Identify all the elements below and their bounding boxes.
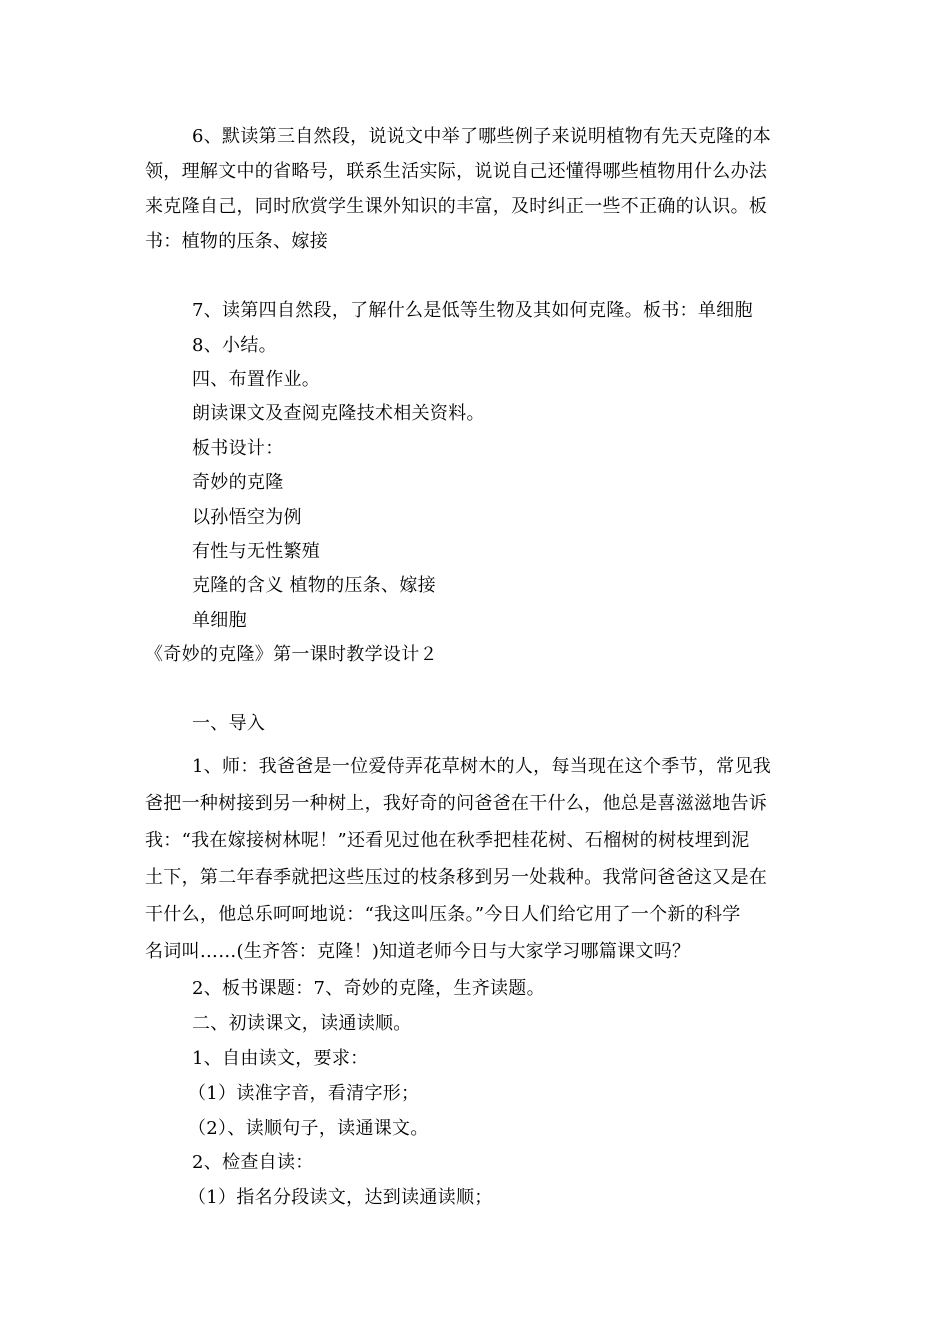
- requirement-2: （2）、读顺句子，读通课文。: [188, 1118, 429, 1139]
- para6-line1: 6、默读第三自然段，说说文中举了哪些例子来说明植物有先天克隆的本: [192, 126, 772, 147]
- step2-text: 2、板书课题：7、奇妙的克隆，生齐读题。: [192, 978, 545, 999]
- section-heading: 《奇妙的克隆》第一课时教学设计２: [145, 644, 438, 665]
- board-title: 奇妙的克隆: [192, 472, 284, 493]
- part2-heading: 二、初读课文，读通读顺。: [192, 1013, 412, 1034]
- board-item-3: 克隆的含义 植物的压条、嫁接: [192, 575, 436, 596]
- para8: 8、小结。: [192, 335, 277, 356]
- para6-line2: 领，理解文中的省略号，联系生活实际，说说自己还懂得哪些植物用什么办法: [145, 161, 768, 182]
- board-item-1: 以孙悟空为例: [192, 507, 302, 528]
- requirement-1: （1）读准字音，看清字形；: [188, 1083, 420, 1104]
- para6-line3: 来克隆自己，同时欣赏学生课外知识的丰富，及时纠正一些不正确的认识。板: [145, 196, 768, 217]
- step4-heading: 四、布置作业。: [192, 369, 321, 390]
- board-item-4: 单细胞: [192, 610, 247, 631]
- intro-line4: 土下，第二年春季就把这些压过的枝条移到另一处栽种。我常问爸爸这又是在: [145, 867, 768, 888]
- para6-line4: 书：植物的压条、嫁接: [145, 231, 328, 252]
- para7: 7、读第四自然段，了解什么是低等生物及其如何克隆。板书：单细胞: [192, 300, 753, 321]
- check-item-1: （1）指名分段读文，达到读通读顺；: [188, 1187, 493, 1208]
- intro-line2: 爸把一种树接到另一种树上，我好奇的问爸爸在干什么，他总是喜滋滋地告诉: [145, 793, 768, 814]
- intro-line1: 1、师：我爸爸是一位爱侍弄花草树木的人，每当现在这个季节，常见我: [192, 756, 772, 777]
- intro-line6: 名词叫……(生齐答：克隆！)知道老师今日与大家学习哪篇课文吗？: [145, 941, 691, 962]
- intro-line5: 干什么，他总乐呵呵地说：“我这叫压条。”今日人们给它用了一个新的科学: [145, 904, 741, 925]
- free-read-text: 1、自由读文，要求：: [192, 1048, 369, 1069]
- homework-text: 朗读课文及查阅克隆技术相关资料。: [192, 403, 485, 424]
- intro-label: 一、导入: [192, 713, 266, 734]
- check-heading: 2、检查自读：: [192, 1152, 314, 1173]
- board-design-label: 板书设计：: [192, 438, 284, 459]
- board-item-2: 有性与无性繁殖: [192, 541, 321, 562]
- intro-line3: 我：“我在嫁接树林呢！”还看见过他在秋季把桂花树、石榴树的树枝埋到泥: [145, 830, 750, 851]
